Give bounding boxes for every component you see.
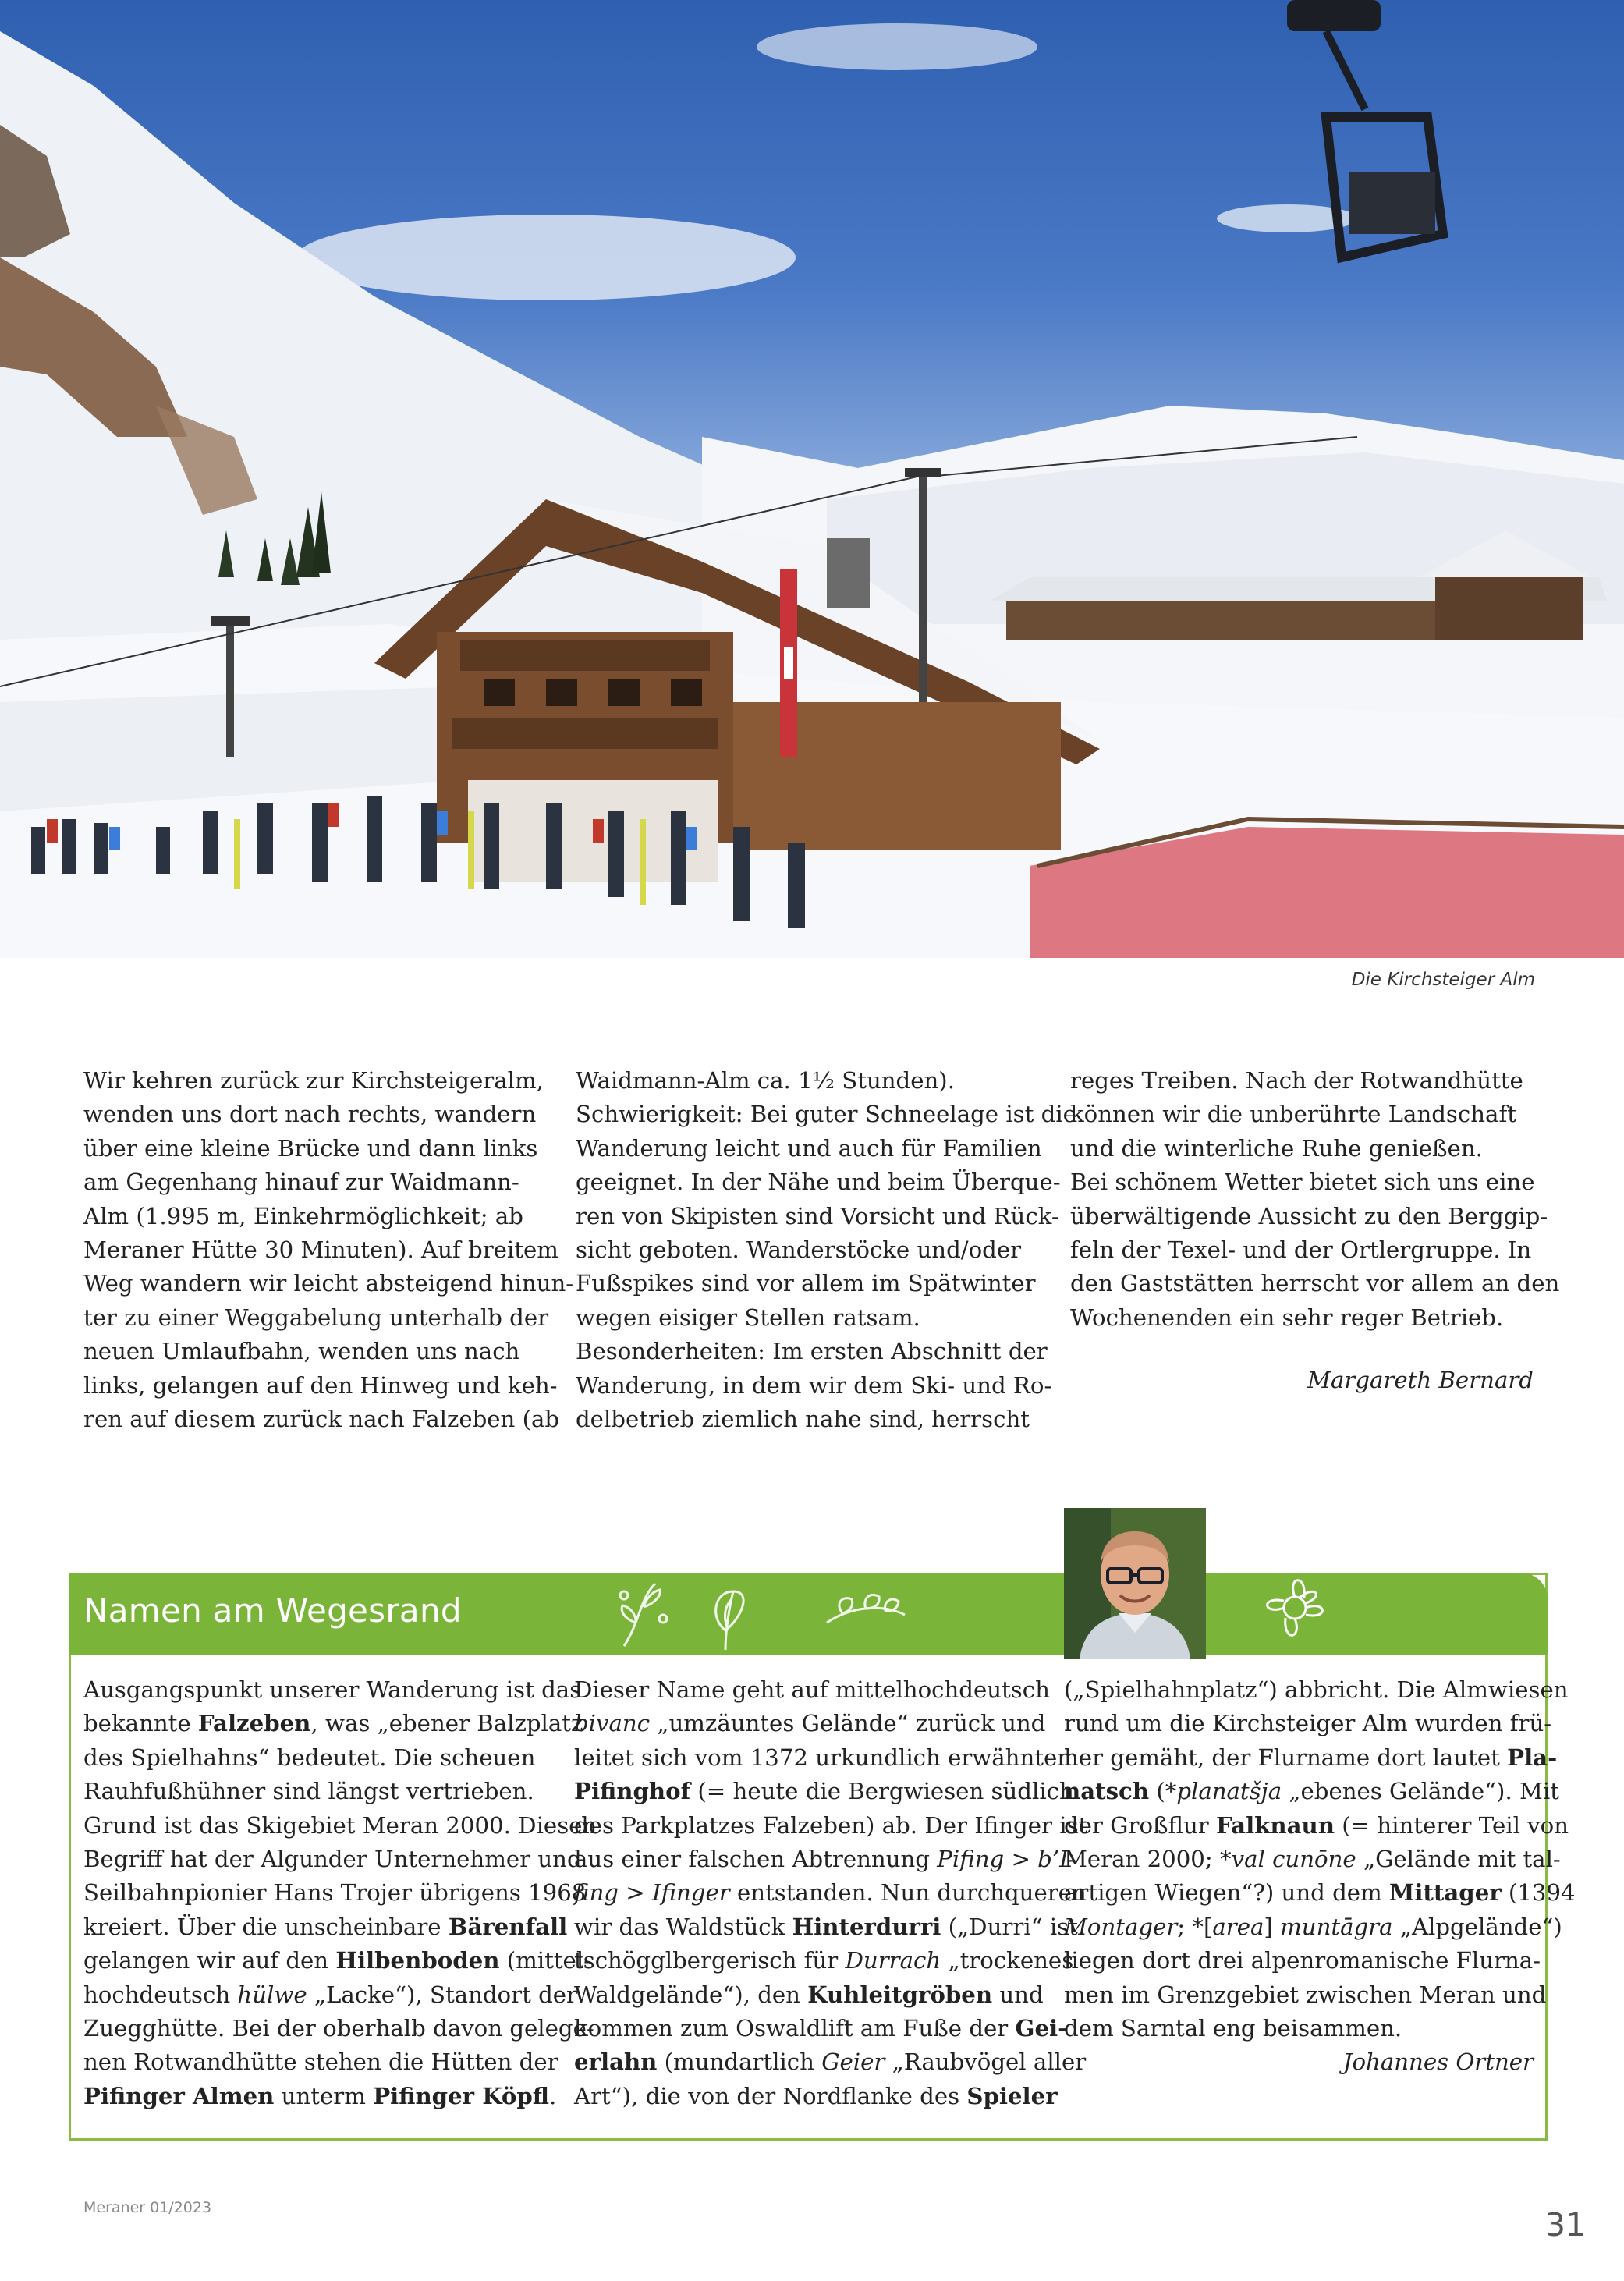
- text-line: Meraner Hütte 30 Minuten). Auf breitem: [83, 1236, 558, 1263]
- text-line: [83, 1775, 547, 1808]
- text-segment: Meran 2000;: [1064, 1845, 1220, 1872]
- chairlift-icon: [1279, 0, 1482, 281]
- text-segment: wir das Waldstück: [574, 1913, 792, 1940]
- text-segment: kreiert. Über die unscheinbare: [83, 1913, 449, 1940]
- text-segment: leitet sich vom 1372 urkundlich erwähnten: [574, 1744, 1073, 1771]
- text-segment: .: [549, 2082, 557, 2109]
- text-segment: „trockenes: [941, 1947, 1074, 1974]
- text-line: [83, 1707, 583, 1740]
- text-segment: nen Rotwandhütte stehen die Hütten der: [83, 2049, 558, 2076]
- text-line: [1064, 1741, 1558, 1775]
- text-line: delbetrieb ziemlich nahe sind, herrscht: [576, 1405, 1030, 1432]
- text-line: [1064, 1876, 1576, 1910]
- text-line: Weg wandern wir leicht absteigend hinun-: [83, 1270, 574, 1297]
- text-segment: her gemäht, der Flurname dort lautet: [1064, 1744, 1508, 1771]
- text-segment: Grund ist das Skigebiet Meran 2000. Diesen: [83, 1811, 597, 1839]
- text-line: [574, 1978, 1045, 2012]
- text-line: Wir kehren zurück zur Kirchsteigeralm,: [83, 1067, 544, 1094]
- text-line: [1064, 2012, 1534, 2045]
- info-box-author: Johannes Ortner: [1342, 2049, 1534, 2075]
- text-segment: und: [992, 1981, 1044, 2008]
- bold-place-name: Spieler: [966, 2082, 1058, 2109]
- text-segment: „Lacke“), Standort der: [307, 1981, 577, 2008]
- text-line: [83, 2045, 558, 2079]
- text-line: [1064, 1809, 1569, 1843]
- bold-place-name: Hilbenboden: [335, 1947, 500, 1974]
- text-segment: Ausgangspunkt unserer Wanderung ist das: [83, 1676, 582, 1703]
- text-line: [574, 1910, 1078, 1944]
- flower-decoration-icon: [608, 1576, 1014, 1654]
- italic-term: Geier: [821, 2049, 885, 2076]
- bold-place-name: natsch: [1064, 1778, 1150, 1805]
- text-segment: Seilbahnpionier Hans Trojer übrigens 1968: [83, 1879, 587, 1907]
- italic-term: area: [1212, 1913, 1264, 1940]
- text-segment: („Spielhahnplatz“) abbricht. Die Almwiesen: [1064, 1676, 1569, 1703]
- page-number: 31: [1544, 2206, 1586, 2244]
- text-line: Besonderheiten: Im ersten Abschnitt der: [576, 1338, 1048, 1365]
- text-line: [83, 1843, 582, 1876]
- bold-place-name: Pifinghof: [574, 1778, 691, 1805]
- flower-decoration-icon: [1248, 1565, 1342, 1651]
- text-segment: , was „ebener Balzplatz: [310, 1710, 583, 1737]
- text-line: wenden uns dort nach rechts, wandern: [83, 1101, 537, 1128]
- text-segment: Begriff hat der Algunder Unternehmer und: [83, 1845, 582, 1872]
- text-segment: (1394: [1501, 1879, 1576, 1907]
- publication-label: Meraner 01/2023: [83, 2199, 212, 2216]
- bold-place-name: erlahn: [574, 2049, 658, 2076]
- text-segment: „Raubvögel aller: [885, 2049, 1087, 2076]
- italic-term: Durrach: [845, 1947, 941, 1974]
- text-line: [574, 1876, 1087, 1910]
- info-box-column-3: [1064, 1673, 1576, 2045]
- text-segment: (= hinterer Teil von: [1334, 1811, 1569, 1839]
- text-line: reges Treiben. Nach der Rotwandhütte: [1070, 1067, 1523, 1094]
- bold-place-name: Gei-: [1015, 2014, 1068, 2042]
- text-segment: (: [1149, 1778, 1165, 1805]
- text-line: [574, 2080, 1058, 2113]
- text-segment: entstanden. Nun durchqueren: [729, 1879, 1087, 1907]
- italic-term: Pifing > b’I-: [937, 1845, 1076, 1872]
- text-segment: dem Sarntal eng beisammen.: [1064, 2014, 1402, 2042]
- text-segment: (mittel-: [499, 1947, 592, 1974]
- text-segment: kommen zum Oswaldlift am Fuße der: [574, 2014, 1016, 2042]
- text-line: [1064, 1843, 1561, 1876]
- text-line: am Gegenhang hinauf zur Waidmann-: [83, 1169, 519, 1196]
- text-line: [83, 1910, 568, 1944]
- text-line: neuen Umlaufbahn, wenden uns nach: [83, 1338, 520, 1365]
- article-column-1: [83, 1064, 574, 1436]
- text-segment: des Parkplatzes Falzeben) ab. Der Ifinger ist: [574, 1811, 1088, 1839]
- text-line: [1064, 1978, 1547, 2012]
- text-line: [1064, 1775, 1559, 1808]
- text-line: [574, 1843, 1076, 1876]
- text-segment: gelangen wir auf den: [83, 1947, 336, 1974]
- bold-place-name: Falzeben: [197, 1710, 311, 1737]
- text-line: [574, 1741, 1073, 1775]
- text-line: ren von Skipisten sind Vorsicht und Rück-: [576, 1202, 1059, 1229]
- text-line: [83, 1978, 577, 2012]
- text-segment: der Großflur: [1064, 1811, 1217, 1839]
- text-line: geeignet. In der Nähe und beim Überque-: [576, 1169, 1061, 1196]
- text-segment: „Gelände mit tal-: [1356, 1845, 1561, 1872]
- text-line: und die winterliche Ruhe genießen.: [1070, 1134, 1483, 1162]
- text-line: können wir die unberührte Landschaft: [1070, 1101, 1516, 1128]
- bold-place-name: Pifinger Köpfl: [373, 2082, 550, 2109]
- text-segment: ; *[: [1177, 1913, 1213, 1940]
- text-line: Schwierigkeit: Bei guter Schneelage ist die: [576, 1101, 1076, 1128]
- text-segment: men im Grenzgebiet zwischen Meran und: [1064, 1981, 1547, 2008]
- text-segment: des Spielhahns“ bedeutet. Die scheuen: [83, 1744, 536, 1771]
- text-segment: rund um die Kirchsteiger Alm wurden frü-: [1064, 1710, 1552, 1737]
- text-line: [83, 2012, 594, 2045]
- text-segment: unterm: [274, 2082, 374, 2109]
- text-line: wegen eisiger Stellen ratsam.: [576, 1304, 920, 1331]
- text-segment: „ebenes Gelände“). Mit: [1282, 1778, 1559, 1805]
- text-line: [83, 1876, 587, 1910]
- text-line: über eine kleine Brücke und dann links: [83, 1134, 538, 1162]
- text-line: [574, 2045, 1087, 2079]
- text-line: [574, 1809, 1088, 1843]
- text-line: Alm (1.995 m, Einkehrmöglichkeit; ab: [83, 1202, 523, 1229]
- bold-place-name: Mittager: [1389, 1879, 1502, 1907]
- text-line: [574, 1775, 1074, 1808]
- text-segment: liegen dort drei alpenromanische Flurna-: [1064, 1947, 1541, 1974]
- text-line: [1064, 1944, 1541, 1978]
- text-line: [83, 2080, 557, 2113]
- text-line: feln der Texel- und der Ortlergruppe. In: [1070, 1236, 1532, 1263]
- text-line: sicht geboten. Wanderstöcke und/oder: [576, 1236, 1022, 1263]
- article-column-3: [1070, 1064, 1560, 1335]
- italic-term: *planatšja: [1165, 1778, 1282, 1805]
- text-segment: „Alpgelände“): [1392, 1913, 1562, 1940]
- text-segment: (= heute die Bergwiesen südlich: [690, 1778, 1074, 1805]
- article-author: Margareth Bernard: [1307, 1367, 1534, 1393]
- text-segment: Dieser Name geht auf mittelhochdeutsch: [574, 1676, 1050, 1703]
- text-line: links, gelangen auf den Hinweg und keh-: [83, 1371, 558, 1399]
- text-segment: Zuegghütte. Bei der oberhalb davon gelege-: [83, 2014, 594, 2042]
- text-line: [83, 1944, 592, 1978]
- italic-term: hülwe: [237, 1981, 307, 2008]
- italic-term: fing > Ifinger: [574, 1879, 730, 1907]
- italic-term: Montager: [1064, 1913, 1178, 1940]
- bold-place-name: Falknaun: [1216, 1811, 1335, 1839]
- bold-place-name: Pla-: [1507, 1744, 1558, 1771]
- text-line: Fußspikes sind vor allem im Spätwinter: [576, 1270, 1036, 1297]
- text-segment: Waldgelände“), den: [574, 1981, 808, 2008]
- info-box-column-1: [83, 1673, 597, 2113]
- text-line: [83, 1741, 547, 1775]
- info-box-title: Namen am Wegesrand: [83, 1591, 462, 1630]
- photo-caption: Die Kirchsteiger Alm: [1351, 970, 1535, 990]
- bold-place-name: Pifinger Almen: [83, 2082, 275, 2109]
- text-segment: „umzäuntes Gelände“ zurück und: [650, 1710, 1046, 1737]
- text-segment: aus einer falschen Abtrennung: [574, 1845, 938, 1872]
- text-line: [574, 2012, 1068, 2045]
- italic-term: bivanc: [574, 1710, 651, 1737]
- portrait-photo-icon: [1064, 1508, 1206, 1659]
- text-segment: Art“), die von der Nordflanke des: [574, 2082, 967, 2109]
- text-line: [1064, 1910, 1562, 1944]
- text-line: [83, 1673, 582, 1707]
- text-segment: bekannte: [83, 1710, 198, 1737]
- bold-place-name: Kuhleitgröben: [807, 1981, 993, 2008]
- text-line: ter zu einer Weggabelung unterhalb der: [83, 1304, 549, 1331]
- text-segment: ]: [1264, 1913, 1281, 1940]
- text-line: [1064, 1707, 1552, 1740]
- text-line: ren auf diesem zurück nach Falzeben (ab: [83, 1405, 560, 1432]
- text-line: überwältigende Aussicht zu den Berggip-: [1070, 1202, 1548, 1229]
- text-line: den Gaststätten herrscht vor allem an den: [1070, 1270, 1560, 1297]
- author-portrait-photo: [1064, 1508, 1206, 1659]
- text-line: [574, 1944, 1074, 1978]
- text-line: Wanderung, in dem wir dem Ski- und Ro-: [576, 1371, 1052, 1399]
- italic-term: muntāgra: [1280, 1913, 1393, 1940]
- text-line: Bei schönem Wetter bietet sich uns eine: [1070, 1169, 1535, 1196]
- text-line: [574, 1673, 1050, 1707]
- italic-term: *val cunōne: [1219, 1845, 1356, 1872]
- text-line: Waidmann-Alm ca. 1½ Stunden).: [576, 1067, 955, 1094]
- text-segment: hochdeutsch: [83, 1981, 238, 2008]
- bold-place-name: Bärenfall: [448, 1913, 568, 1940]
- text-segment: Rauhfußhühner sind längst vertrieben.: [83, 1778, 534, 1805]
- text-line: Wochenenden ein sehr reger Betrieb.: [1070, 1304, 1504, 1331]
- text-segment: tschögglbergerisch für: [574, 1947, 846, 1974]
- text-line: Wanderung leicht und auch für Familien: [576, 1134, 1042, 1162]
- text-line: [1064, 1673, 1569, 1707]
- text-segment: („Durri“ ist: [941, 1913, 1078, 1940]
- text-segment: artigen Wiegen“?) und dem: [1064, 1879, 1390, 1907]
- text-line: [574, 1707, 1045, 1740]
- text-segment: (mundartlich: [657, 2049, 822, 2076]
- article-column-2: [576, 1064, 1076, 1436]
- header-photo: [0, 0, 1624, 958]
- info-box-column-2: [574, 1673, 1088, 2113]
- bold-place-name: Hinterdurri: [792, 1913, 941, 1940]
- text-line: [83, 1809, 597, 1843]
